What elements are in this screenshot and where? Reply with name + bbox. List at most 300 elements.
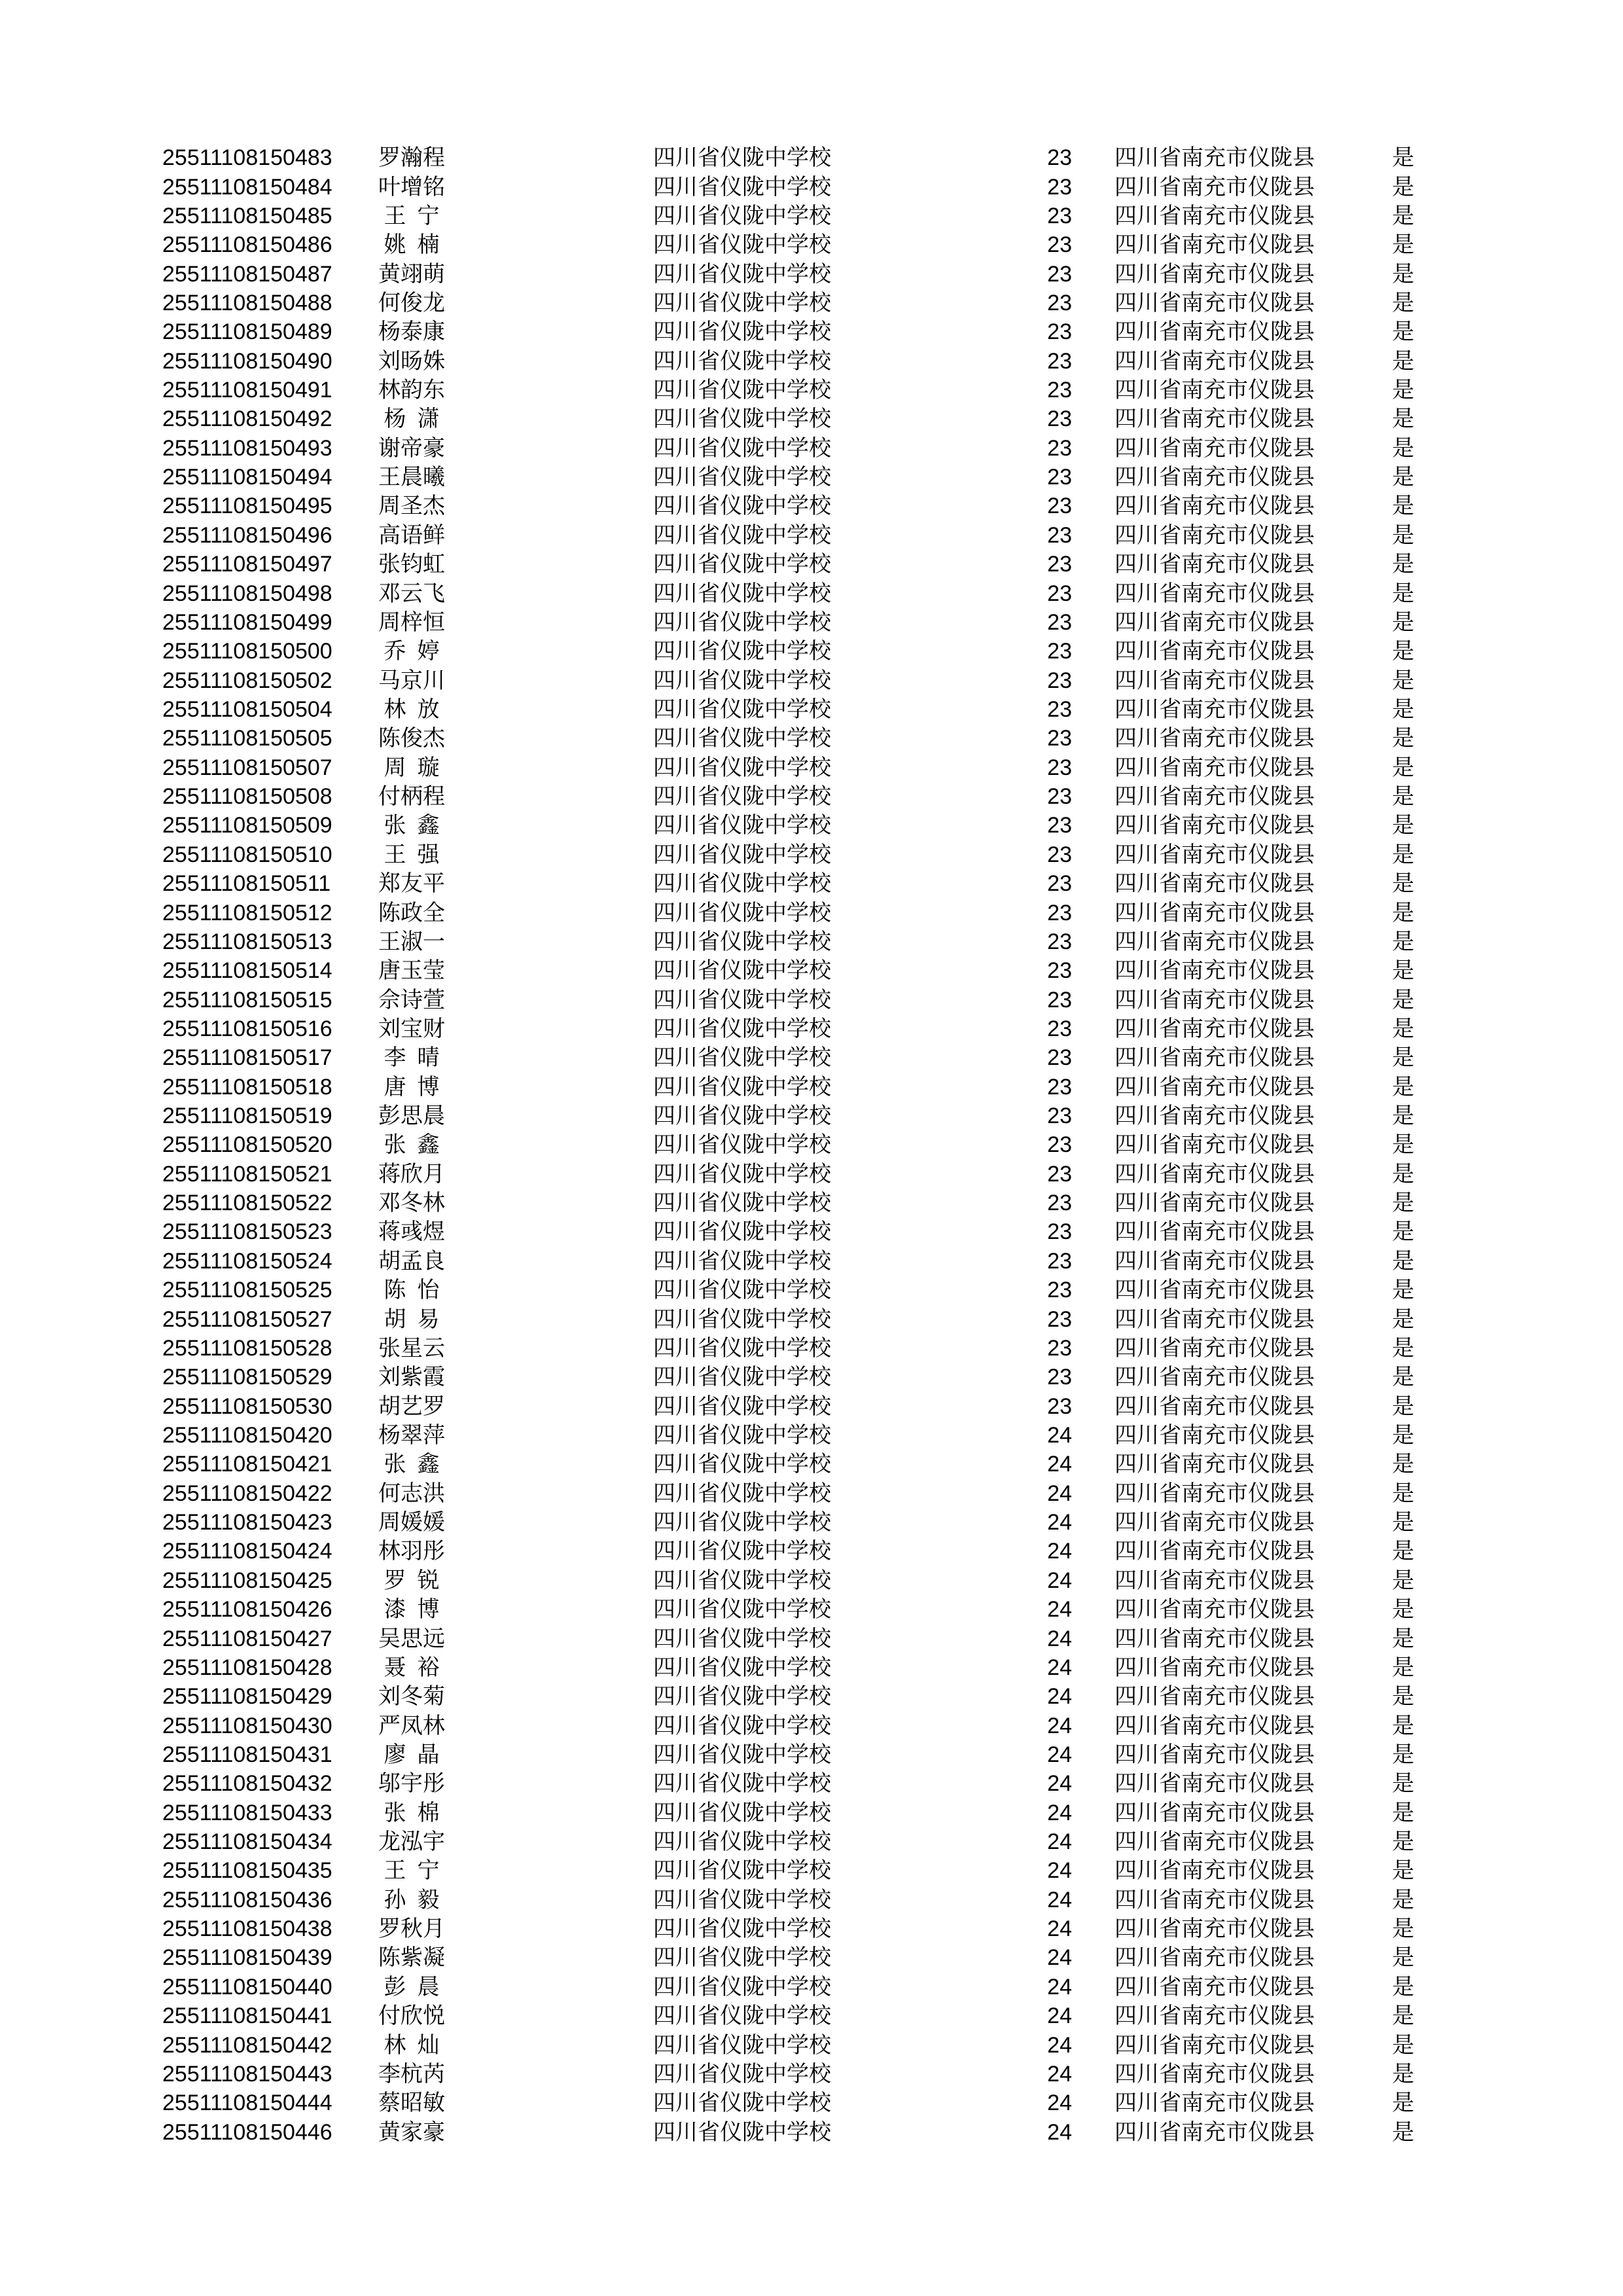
exam-id: 25511108150438 (162, 1916, 332, 1942)
group-number: 24 (1047, 2119, 1072, 2145)
region-name: 四川省南充市仪陇县 (1115, 174, 1315, 200)
table-row (0, 347, 1623, 376)
student-name: 佘诗萱 (378, 987, 445, 1013)
school-name: 四川省仪陇中学校 (653, 1306, 831, 1332)
region-name: 四川省南充市仪陇县 (1115, 1248, 1315, 1274)
group-number: 24 (1047, 1858, 1072, 1884)
school-name: 四川省仪陇中学校 (653, 203, 831, 228)
table-row (0, 1421, 1623, 1450)
exam-id: 25511108150500 (162, 639, 332, 664)
exam-id: 25511108150523 (162, 1219, 332, 1245)
group-number: 23 (1047, 378, 1072, 403)
school-name: 四川省仪陇中学校 (653, 174, 831, 200)
school-name: 四川省仪陇中学校 (653, 1335, 831, 1361)
region-name: 四川省南充市仪陇县 (1115, 1016, 1315, 1041)
exam-id: 25511108150493 (162, 435, 332, 461)
student-name: 唐玉莹 (378, 958, 445, 984)
exam-id: 25511108150444 (162, 2090, 332, 2116)
table-row (0, 1247, 1623, 1276)
table-row (0, 695, 1623, 724)
confirm-flag: 是 (1392, 842, 1414, 867)
table-row (0, 1798, 1623, 1827)
confirm-flag: 是 (1392, 813, 1414, 838)
exam-id: 25511108150508 (162, 784, 332, 810)
student-name: 刘宝财 (378, 1016, 445, 1041)
group-number: 24 (1047, 1422, 1072, 1448)
group-number: 24 (1047, 1684, 1072, 1710)
confirm-flag: 是 (1392, 2003, 1414, 2029)
group-number: 23 (1047, 1074, 1072, 1100)
region-name: 四川省南充市仪陇县 (1115, 1132, 1315, 1158)
confirm-flag: 是 (1392, 1422, 1414, 1448)
confirm-flag: 是 (1392, 726, 1414, 751)
region-name: 四川省南充市仪陇县 (1115, 1306, 1315, 1332)
confirm-flag: 是 (1392, 552, 1414, 577)
school-name: 四川省仪陇中学校 (653, 1858, 831, 1884)
group-number: 23 (1047, 552, 1072, 577)
region-name: 四川省南充市仪陇县 (1115, 1887, 1315, 1912)
confirm-flag: 是 (1392, 522, 1414, 548)
confirm-flag: 是 (1392, 1074, 1414, 1100)
region-name: 四川省南充市仪陇县 (1115, 1365, 1315, 1390)
confirm-flag: 是 (1392, 203, 1414, 228)
school-name: 四川省仪陇中学校 (653, 581, 831, 606)
student-name: 邓冬林 (378, 1191, 445, 1216)
confirm-flag: 是 (1392, 987, 1414, 1013)
exam-id: 25511108150439 (162, 1945, 332, 1971)
exam-id: 25511108150440 (162, 1974, 332, 2000)
region-name: 四川省南充市仪陇县 (1115, 1945, 1315, 1971)
confirm-flag: 是 (1392, 1306, 1414, 1332)
exam-id: 25511108150423 (162, 1510, 332, 1535)
exam-id: 25511108150516 (162, 1016, 332, 1041)
student-name: 罗 锐 (383, 1568, 440, 1593)
table-row (0, 1624, 1623, 1653)
exam-id: 25511108150484 (162, 174, 332, 200)
exam-id: 25511108150529 (162, 1365, 332, 1390)
confirm-flag: 是 (1392, 1887, 1414, 1912)
table-row (0, 2030, 1623, 2059)
exam-id: 25511108150487 (162, 261, 332, 287)
table-row (0, 1566, 1623, 1595)
confirm-flag: 是 (1392, 1829, 1414, 1855)
confirm-flag: 是 (1392, 1655, 1414, 1680)
group-number: 23 (1047, 465, 1072, 490)
confirm-flag: 是 (1392, 1626, 1414, 1651)
group-number: 23 (1047, 1335, 1072, 1361)
region-name: 四川省南充市仪陇县 (1115, 2119, 1315, 2145)
school-name: 四川省仪陇中学校 (653, 900, 831, 925)
confirm-flag: 是 (1392, 1278, 1414, 1303)
group-number: 23 (1047, 174, 1072, 200)
table-row (0, 1537, 1623, 1566)
table-row (0, 1711, 1623, 1740)
region-name: 四川省南充市仪陇县 (1115, 1045, 1315, 1071)
group-number: 24 (1047, 1713, 1072, 1738)
group-number: 23 (1047, 290, 1072, 315)
region-name: 四川省南充市仪陇县 (1115, 465, 1315, 490)
table-row (0, 1043, 1623, 1072)
region-name: 四川省南充市仪陇县 (1115, 1655, 1315, 1680)
confirm-flag: 是 (1392, 319, 1414, 345)
region-name: 四川省南充市仪陇县 (1115, 987, 1315, 1013)
region-name: 四川省南充市仪陇县 (1115, 1800, 1315, 1825)
table-row (0, 753, 1623, 782)
table-row (0, 1856, 1623, 1885)
student-name: 林韵东 (378, 378, 445, 403)
group-number: 23 (1047, 348, 1072, 374)
table-row (0, 2089, 1623, 2117)
student-name: 唐 博 (383, 1074, 440, 1100)
exam-id: 25511108150442 (162, 2032, 332, 2058)
table-row (0, 666, 1623, 694)
table-row (0, 1595, 1623, 1624)
student-name: 杨翠萍 (378, 1422, 445, 1448)
region-name: 四川省南充市仪陇县 (1115, 958, 1315, 984)
group-number: 24 (1047, 1771, 1072, 1797)
group-number: 23 (1047, 929, 1072, 954)
region-name: 四川省南充市仪陇县 (1115, 784, 1315, 810)
student-name: 蒋欣月 (378, 1161, 445, 1187)
table-row (0, 811, 1623, 840)
confirm-flag: 是 (1392, 261, 1414, 287)
student-name: 张星云 (378, 1335, 445, 1361)
group-number: 23 (1047, 697, 1072, 722)
confirm-flag: 是 (1392, 1452, 1414, 1477)
exam-id: 25511108150483 (162, 145, 332, 171)
student-name: 漆 博 (383, 1597, 440, 1623)
confirm-flag: 是 (1392, 1161, 1414, 1187)
school-name: 四川省仪陇中学校 (653, 813, 831, 838)
school-name: 四川省仪陇中学校 (653, 1597, 831, 1623)
exam-id: 25511108150507 (162, 755, 332, 780)
region-name: 四川省南充市仪陇县 (1115, 493, 1315, 519)
region-name: 四川省南充市仪陇县 (1115, 2090, 1315, 2116)
exam-id: 25511108150491 (162, 378, 332, 403)
table-row (0, 1217, 1623, 1246)
region-name: 四川省南充市仪陇县 (1115, 232, 1315, 258)
school-name: 四川省仪陇中学校 (653, 755, 831, 780)
student-name: 何俊龙 (378, 290, 445, 315)
student-name: 吴思远 (378, 1626, 445, 1651)
group-number: 23 (1047, 784, 1072, 810)
student-name: 周媛媛 (378, 1510, 445, 1535)
group-number: 24 (1047, 1626, 1072, 1651)
student-name: 邬宇彤 (378, 1771, 445, 1797)
school-name: 四川省仪陇中学校 (653, 1916, 831, 1942)
group-number: 24 (1047, 1742, 1072, 1767)
table-row (0, 550, 1623, 579)
confirm-flag: 是 (1392, 1510, 1414, 1535)
school-name: 四川省仪陇中学校 (653, 493, 831, 519)
student-name: 李 晴 (383, 1045, 440, 1071)
confirm-flag: 是 (1392, 348, 1414, 374)
student-name: 张 鑫 (383, 813, 440, 838)
table-row (0, 2117, 1623, 2146)
region-name: 四川省南充市仪陇县 (1115, 1771, 1315, 1797)
region-name: 四川省南充市仪陇县 (1115, 1335, 1315, 1361)
student-name: 龙泓宇 (378, 1829, 445, 1855)
table-row (0, 898, 1623, 927)
confirm-flag: 是 (1392, 784, 1414, 810)
table-row (0, 172, 1623, 201)
region-name: 四川省南充市仪陇县 (1115, 639, 1315, 664)
confirm-flag: 是 (1392, 1800, 1414, 1825)
region-name: 四川省南充市仪陇县 (1115, 813, 1315, 838)
table-row (0, 1769, 1623, 1798)
confirm-flag: 是 (1392, 1974, 1414, 2000)
student-name: 刘冬菊 (378, 1684, 445, 1710)
school-name: 四川省仪陇中学校 (653, 522, 831, 548)
student-name: 杨 潇 (383, 406, 440, 432)
region-name: 四川省南充市仪陇县 (1115, 1713, 1315, 1738)
school-name: 四川省仪陇中学校 (653, 871, 831, 897)
confirm-flag: 是 (1392, 755, 1414, 780)
student-name: 陈政全 (378, 900, 445, 925)
school-name: 四川省仪陇中学校 (653, 232, 831, 258)
region-name: 四川省南充市仪陇县 (1115, 522, 1315, 548)
school-name: 四川省仪陇中学校 (653, 2032, 831, 2058)
region-name: 四川省南充市仪陇县 (1115, 1278, 1315, 1303)
table-row (0, 782, 1623, 811)
table-row (0, 579, 1623, 607)
group-number: 23 (1047, 1219, 1072, 1245)
group-number: 23 (1047, 1161, 1072, 1187)
confirm-flag: 是 (1392, 1335, 1414, 1361)
region-name: 四川省南充市仪陇县 (1115, 435, 1315, 461)
student-name: 张 棉 (383, 1800, 440, 1825)
school-name: 四川省仪陇中学校 (653, 987, 831, 1013)
confirm-flag: 是 (1392, 174, 1414, 200)
region-name: 四川省南充市仪陇县 (1115, 1829, 1315, 1855)
table-row (0, 724, 1623, 753)
exam-id: 25511108150435 (162, 1858, 332, 1884)
exam-id: 25511108150498 (162, 581, 332, 606)
exam-id: 25511108150512 (162, 900, 332, 925)
region-name: 四川省南充市仪陇县 (1115, 1510, 1315, 1535)
confirm-flag: 是 (1392, 871, 1414, 897)
school-name: 四川省仪陇中学校 (653, 1626, 831, 1651)
region-name: 四川省南充市仪陇县 (1115, 1452, 1315, 1477)
exam-id: 25511108150485 (162, 203, 332, 228)
exam-id: 25511108150433 (162, 1800, 332, 1825)
school-name: 四川省仪陇中学校 (653, 319, 831, 345)
group-number: 24 (1047, 1510, 1072, 1535)
table-row (0, 637, 1623, 666)
region-name: 四川省南充市仪陇县 (1115, 726, 1315, 751)
group-number: 23 (1047, 1016, 1072, 1041)
exam-id: 25511108150446 (162, 2119, 332, 2145)
exam-id: 25511108150510 (162, 842, 332, 867)
group-number: 23 (1047, 813, 1072, 838)
school-name: 四川省仪陇中学校 (653, 1887, 831, 1912)
confirm-flag: 是 (1392, 435, 1414, 461)
table-row (0, 317, 1623, 346)
confirm-flag: 是 (1392, 1191, 1414, 1216)
region-name: 四川省南充市仪陇县 (1115, 1597, 1315, 1623)
group-number: 23 (1047, 232, 1072, 258)
school-name: 四川省仪陇中学校 (653, 290, 831, 315)
student-name: 罗瀚程 (378, 145, 445, 171)
region-name: 四川省南充市仪陇县 (1115, 1684, 1315, 1710)
confirm-flag: 是 (1392, 493, 1414, 519)
confirm-flag: 是 (1392, 1045, 1414, 1071)
student-name: 张钧虹 (378, 552, 445, 577)
region-name: 四川省南充市仪陇县 (1115, 755, 1315, 780)
exam-id: 25511108150429 (162, 1684, 332, 1710)
group-number: 23 (1047, 1278, 1072, 1303)
confirm-flag: 是 (1392, 2090, 1414, 2116)
region-name: 四川省南充市仪陇县 (1115, 1858, 1315, 1884)
group-number: 23 (1047, 726, 1072, 751)
confirm-flag: 是 (1392, 900, 1414, 925)
table-row (0, 1886, 1623, 1914)
school-name: 四川省仪陇中学校 (653, 1161, 831, 1187)
confirm-flag: 是 (1392, 2061, 1414, 2087)
school-name: 四川省仪陇中学校 (653, 929, 831, 954)
exam-id: 25511108150524 (162, 1248, 332, 1274)
group-number: 23 (1047, 203, 1072, 228)
school-name: 四川省仪陇中学校 (653, 145, 831, 171)
group-number: 23 (1047, 435, 1072, 461)
school-name: 四川省仪陇中学校 (653, 1684, 831, 1710)
table-row (0, 1363, 1623, 1391)
school-name: 四川省仪陇中学校 (653, 261, 831, 287)
school-name: 四川省仪陇中学校 (653, 1945, 831, 1971)
table-row (0, 840, 1623, 869)
student-name: 姚 楠 (383, 232, 440, 258)
group-number: 24 (1047, 1800, 1072, 1825)
school-name: 四川省仪陇中学校 (653, 1132, 831, 1158)
region-name: 四川省南充市仪陇县 (1115, 929, 1315, 954)
table-row (0, 492, 1623, 520)
exam-id: 25511108150522 (162, 1191, 332, 1216)
confirm-flag: 是 (1392, 1713, 1414, 1738)
group-number: 23 (1047, 319, 1072, 345)
school-name: 四川省仪陇中学校 (653, 2003, 831, 2029)
confirm-flag: 是 (1392, 1365, 1414, 1390)
school-name: 四川省仪陇中学校 (653, 1045, 831, 1071)
group-number: 24 (1047, 1539, 1072, 1564)
school-name: 四川省仪陇中学校 (653, 406, 831, 432)
table-row (0, 985, 1623, 1014)
region-name: 四川省南充市仪陇县 (1115, 1393, 1315, 1419)
table-row (0, 2060, 1623, 2089)
confirm-flag: 是 (1392, 145, 1414, 171)
school-name: 四川省仪陇中学校 (653, 348, 831, 374)
table-row (0, 1450, 1623, 1479)
region-name: 四川省南充市仪陇县 (1115, 871, 1315, 897)
confirm-flag: 是 (1392, 958, 1414, 984)
confirm-flag: 是 (1392, 1916, 1414, 1942)
school-name: 四川省仪陇中学校 (653, 1393, 831, 1419)
student-name: 张 鑫 (383, 1452, 440, 1477)
exam-id: 25511108150514 (162, 958, 332, 984)
table-row (0, 376, 1623, 404)
exam-id: 25511108150513 (162, 929, 332, 954)
school-name: 四川省仪陇中学校 (653, 784, 831, 810)
table-row (0, 1508, 1623, 1537)
group-number: 23 (1047, 1306, 1072, 1332)
region-name: 四川省南充市仪陇县 (1115, 348, 1315, 374)
exam-id: 25511108150517 (162, 1045, 332, 1071)
exam-id: 25511108150527 (162, 1306, 332, 1332)
confirm-flag: 是 (1392, 465, 1414, 490)
confirm-flag: 是 (1392, 2032, 1414, 2058)
region-name: 四川省南充市仪陇县 (1115, 261, 1315, 287)
school-name: 四川省仪陇中学校 (653, 465, 831, 490)
confirm-flag: 是 (1392, 378, 1414, 403)
student-name: 彭思晨 (378, 1103, 445, 1129)
group-number: 24 (1047, 1829, 1072, 1855)
exam-id: 25511108150486 (162, 232, 332, 258)
region-name: 四川省南充市仪陇县 (1115, 1103, 1315, 1129)
table-row (0, 202, 1623, 230)
confirm-flag: 是 (1392, 2119, 1414, 2145)
region-name: 四川省南充市仪陇县 (1115, 668, 1315, 693)
group-number: 23 (1047, 639, 1072, 664)
school-name: 四川省仪陇中学校 (653, 1655, 831, 1680)
student-name: 蔡昭敏 (378, 2090, 445, 2116)
group-number: 24 (1047, 2032, 1072, 2058)
group-number: 24 (1047, 1480, 1072, 1506)
confirm-flag: 是 (1392, 609, 1414, 635)
exam-id: 25511108150441 (162, 2003, 332, 2029)
exam-id: 25511108150518 (162, 1074, 332, 1100)
group-number: 23 (1047, 1248, 1072, 1274)
exam-id: 25511108150505 (162, 726, 332, 751)
school-name: 四川省仪陇中学校 (653, 609, 831, 635)
student-name: 严凤林 (378, 1713, 445, 1738)
table-row (0, 1973, 1623, 2001)
group-number: 23 (1047, 842, 1072, 867)
region-name: 四川省南充市仪陇县 (1115, 1916, 1315, 1942)
school-name: 四川省仪陇中学校 (653, 1974, 831, 2000)
group-number: 23 (1047, 261, 1072, 287)
school-name: 四川省仪陇中学校 (653, 1742, 831, 1767)
region-name: 四川省南充市仪陇县 (1115, 1539, 1315, 1564)
exam-id: 25511108150425 (162, 1568, 332, 1593)
exam-id: 25511108150492 (162, 406, 332, 432)
school-name: 四川省仪陇中学校 (653, 842, 831, 867)
region-name: 四川省南充市仪陇县 (1115, 552, 1315, 577)
exam-id: 25511108150443 (162, 2061, 332, 2087)
student-name: 王淑一 (378, 929, 445, 954)
exam-id: 25511108150499 (162, 609, 332, 635)
student-name: 林 灿 (383, 2032, 440, 2058)
student-name: 聂 裕 (383, 1655, 440, 1680)
region-name: 四川省南充市仪陇县 (1115, 1480, 1315, 1506)
confirm-flag: 是 (1392, 697, 1414, 722)
region-name: 四川省南充市仪陇县 (1115, 900, 1315, 925)
confirm-flag: 是 (1392, 1771, 1414, 1797)
exam-id: 25511108150420 (162, 1422, 332, 1448)
confirm-flag: 是 (1392, 1248, 1414, 1274)
school-name: 四川省仪陇中学校 (653, 1829, 831, 1855)
group-number: 24 (1047, 1974, 1072, 2000)
student-name: 张 鑫 (383, 1132, 440, 1158)
group-number: 24 (1047, 1887, 1072, 1912)
region-name: 四川省南充市仪陇县 (1115, 319, 1315, 345)
school-name: 四川省仪陇中学校 (653, 668, 831, 693)
region-name: 四川省南充市仪陇县 (1115, 1974, 1315, 2000)
exam-id: 25511108150496 (162, 522, 332, 548)
exam-id: 25511108150515 (162, 987, 332, 1013)
group-number: 23 (1047, 1132, 1072, 1158)
region-name: 四川省南充市仪陇县 (1115, 1191, 1315, 1216)
group-number: 23 (1047, 522, 1072, 548)
confirm-flag: 是 (1392, 639, 1414, 664)
